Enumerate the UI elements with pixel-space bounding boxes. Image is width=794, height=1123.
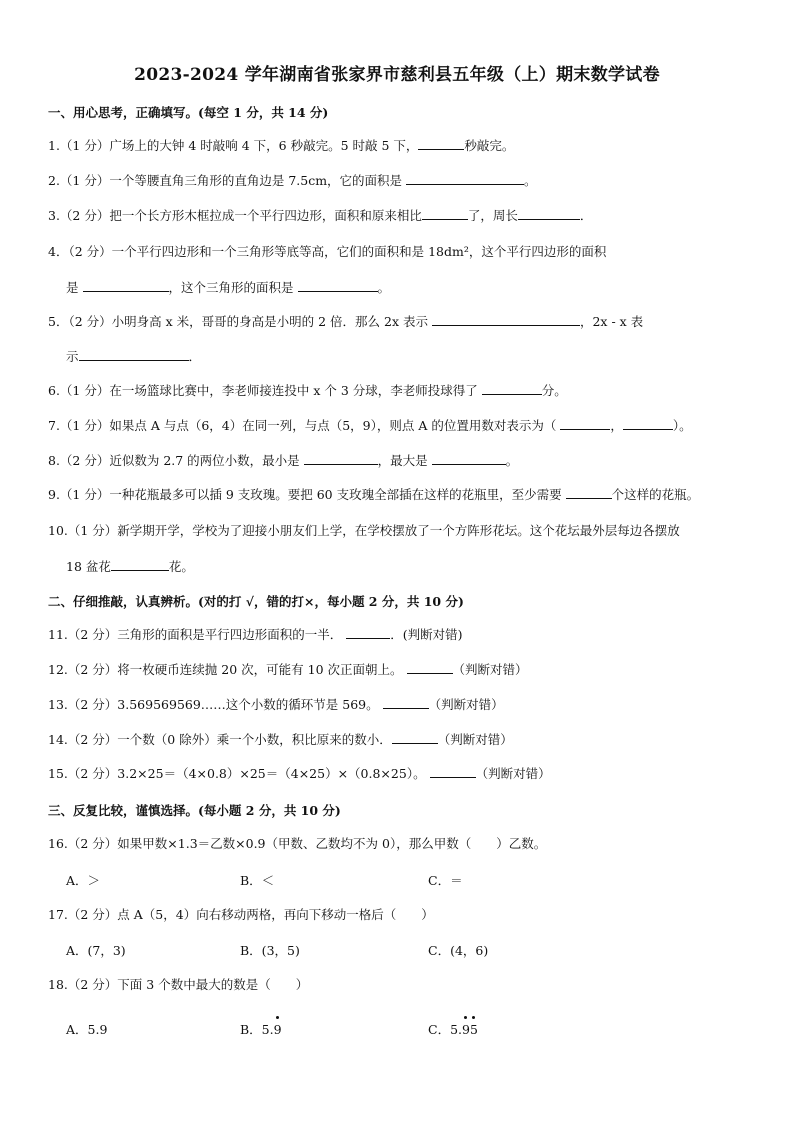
question-10-line-1 [48,522,753,540]
question-3 [48,207,753,225]
q17-option-a[interactable]: A．(7，3) [66,943,126,958]
q4-blank-2[interactable] [298,279,378,292]
q13-text: 13.（2 分）3.569569569……这个小数的循环节是 569。 [48,697,379,712]
q5-blank-1[interactable] [432,313,580,326]
q12-suffix: （判断对错） [452,662,528,677]
q5-suffix: ． [188,349,202,364]
q7-blank-1[interactable] [560,417,610,430]
q9-suffix: 个这样的花瓶。 [611,487,700,502]
q18-option-b[interactable] [240,1020,282,1038]
q9-blank[interactable] [566,486,612,499]
q9-text: 9.（1 分）一种花瓶最多可以插 9 支玫瑰。要把 60 支玫瑰全部插在这样的花瓶里，至少需要 [48,487,562,502]
q11-blank[interactable] [346,626,390,639]
q3-text: 3.（2 分）把一个长方形木框拉成一个平行四边形，面积和原来相比 [48,208,422,223]
q2-blank[interactable] [406,172,524,185]
q5-prefix: 示 [66,349,79,364]
question-13 [48,696,753,714]
q10-suffix: 花。 [168,559,194,574]
q7-text: 7.（1 分）如果点 A 与点（6，4）在同一列，与点（5，9），则点 A 的位置用数对表示为（ [48,418,557,433]
repeating-digit-start: 9 [462,1022,470,1037]
question-14 [48,731,753,749]
question-5-line-2 [66,347,201,365]
q11-text: 11.（2 分）三角形的面积是平行四边形面积的一半． [48,627,343,642]
question-18: 18.（2 分）下面 3 个数中最大的数是（ ） [48,977,309,992]
q8-text: 8.（2 分）近似数为 2.7 的两位小数，最小是 [48,453,300,468]
q18-option-c[interactable] [428,1020,478,1038]
page-title: 2023-2024 学年湖南省张家界市慈利县五年级（上）期末数学试卷 [134,65,660,85]
q10-prefix: 18 盆花 [66,559,111,574]
q13-suffix: （判断对错） [428,697,504,712]
q3-mid: 了，周长 [467,208,518,223]
q8-suffix: 。 [505,453,519,468]
question-7 [48,417,753,435]
question-2 [48,172,753,190]
question-17: 17.（2 分）点 A（5，4）向右移动两格，再向下移动一格后（ ） [48,907,434,922]
q4-suffix: 。 [377,280,391,295]
repeating-digit: 9 [273,1022,282,1037]
q4-mid: ，这个三角形的面积是 [168,280,294,295]
q15-suffix: （判断对错） [475,766,551,781]
q18-b-prefix: B．5. [240,1022,274,1037]
question-8 [48,452,753,470]
q10-blank[interactable] [111,558,169,571]
q6-blank[interactable] [482,382,542,395]
q4-text: 4．（2 分）一个平行四边形和一个三角形等底等高，它们的面积和是 18dm²，这个平行四边形的面积 [48,244,607,259]
section-1-heading: 一、用心思考，正确填写。(每空 1 分，共 14 分) [48,105,329,120]
q6-suffix: 分。 [541,383,567,398]
q14-suffix: （判断对错） [437,732,513,747]
q18-c-prefix: C．5. [428,1022,462,1037]
q15-text: 15.（2 分）3.2×25＝（4×0.8）×25＝（4×25）×（0.8×25）。 [48,766,426,781]
q17-option-c[interactable]: C．(4，6) [428,943,489,958]
q14-text: 14.（2 分）一个数（0 除外）乘一个小数，积比原来的数小． [48,732,392,747]
q13-blank[interactable] [383,696,429,709]
question-12 [48,661,753,679]
q12-text: 12.（2 分）将一枚硬币连续抛 20 次，可能有 10 次正面朝上。 [48,662,403,677]
q4-blank-1[interactable] [83,279,169,292]
question-10-line-2 [66,557,194,575]
q7-blank-2[interactable] [623,417,673,430]
q10-text: 10.（1 分）新学期开学，学校为了迎接小朋友们上学，在学校摆放了一个方阵形花坛。这个花坛最外层每边各摆放 [48,523,680,538]
q16-option-a[interactable]: A．＞ [66,873,101,888]
q6-text: 6.（1 分）在一场篮球比赛中，李老师接连投中 x 个 3 分球，李老师投球得了 [48,383,478,398]
question-15 [48,765,753,783]
question-11 [48,626,753,644]
q12-blank[interactable] [407,661,453,674]
q8-blank-2[interactable] [432,452,506,465]
q2-text: 2.（1 分）一个等腰直角三角形的直角边是 7.5cm，它的面积是 [48,173,403,188]
q1-suffix: 秒敲完。 [464,138,515,153]
repeating-digit-end: 5 [469,1022,478,1037]
q3-blank-1[interactable] [422,207,468,220]
question-5-line-1 [48,313,753,331]
q16-option-b[interactable]: B．＜ [240,873,275,888]
question-6 [48,382,753,400]
q17-option-b[interactable]: B．(3，5) [240,943,300,958]
q3-blank-2[interactable] [518,207,580,220]
q15-blank[interactable] [430,765,476,778]
q18-option-a[interactable]: A．5.9 [66,1022,108,1037]
question-4-line-1 [48,243,753,261]
q7-comma: ， [610,418,623,433]
q5-blank-2[interactable] [79,348,189,361]
q16-option-c[interactable]: C．＝ [428,873,463,888]
q11-suffix: ．(判断对错) [390,627,463,642]
q2-suffix: 。 [524,173,537,188]
q7-suffix: ）。 [672,418,692,433]
q5-mid: ，2x - x 表 [579,314,644,329]
q1-text: 1.（1 分）广场上的大钟 4 时敲响 4 下，6 秒敲完。5 时敲 5 下， [48,138,419,153]
question-1 [48,137,753,155]
question-4-line-2 [66,278,390,296]
q1-blank[interactable] [418,137,464,150]
q8-mid: ，最大是 [377,453,428,468]
question-9 [48,486,753,504]
q5-text: 5．（2 分）小明身高 x 米，哥哥的身高是小明的 2 倍．那么 2x 表示 [48,314,428,329]
section-2-heading: 二、仔细推敲，认真辨析。(对的打 √，错的打×，每小题 2 分，共 10 分) [48,594,464,609]
section-3-heading: 三、反复比较，谨慎选择。(每小题 2 分，共 10 分) [48,803,341,818]
question-16: 16.（2 分）如果甲数×1.3＝乙数×0.9（甲数、乙数均不为 0），那么甲数（ ）乙数。 [48,836,547,851]
q4-prefix: 是 [66,280,79,295]
q14-blank[interactable] [392,731,438,744]
q3-suffix: ． [579,208,593,223]
q8-blank-1[interactable] [304,452,378,465]
